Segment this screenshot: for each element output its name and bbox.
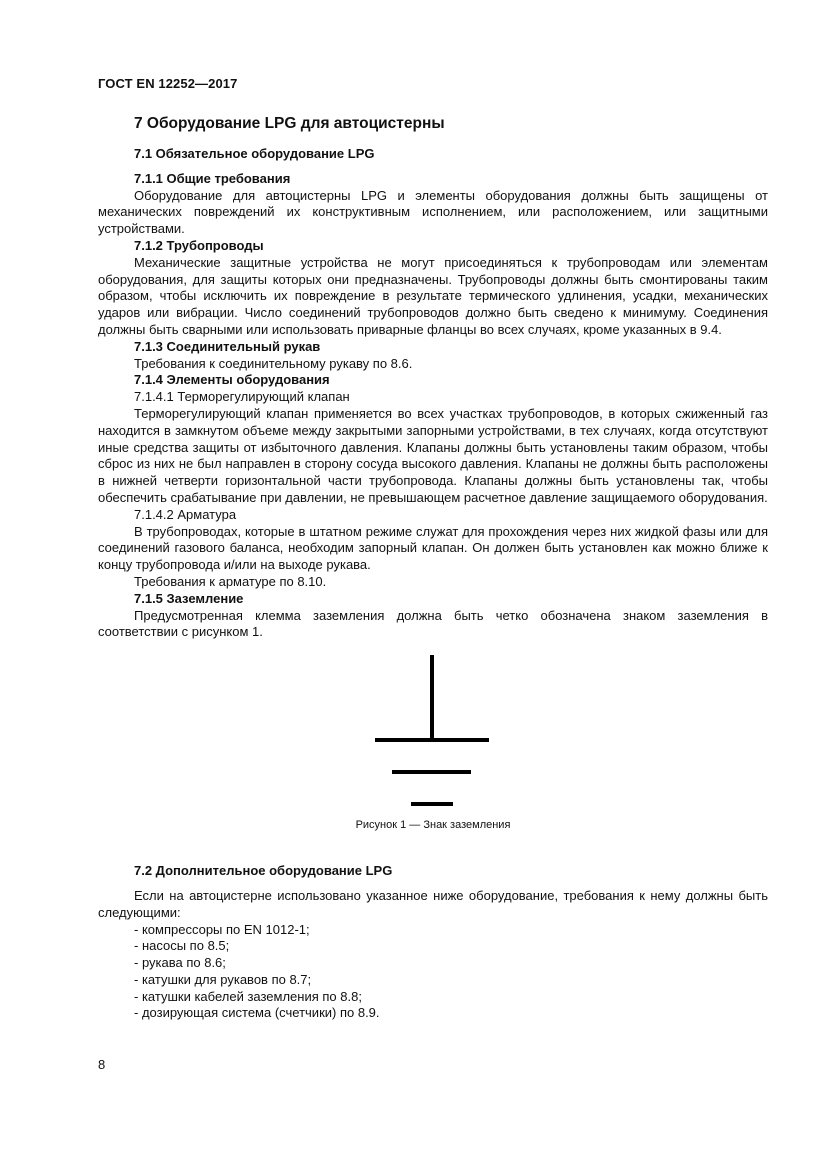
page-number: 8 [98,1057,106,1072]
list-item: - катушки кабелей заземления по 8.8; [134,988,362,1004]
section-7-1-3-title: 7.1.3 Соединительный рукав [134,338,321,354]
section-7-1-3-text: Требования к соединительному рукаву по 8.6. [134,355,413,371]
section-7-1-title: 7.1 Обязательное оборудование LPG [134,146,375,161]
figure-1-caption: Рисунок 1 — Знак заземления [355,819,511,832]
section-7-1-4-2-text: В трубопроводах, которые в штатном режиме служат для прохождения через них жидкой фазы или для соединений газового баланса, необходим запорный клапан. Он должен быть установлен как можно ближе к концу трубопровода и/или на выходе рукава. [98,523,768,573]
section-7-2-title: 7.2 Дополнительное оборудование LPG [134,863,393,879]
list-item: - компрессоры по EN 1012-1; [134,921,310,937]
document-header: ГОСТ EN 12252—2017 [98,76,238,91]
section-7-2-intro: Если на автоцистерне использовано указанное ниже оборудование, требования к нему должны быть следующими: [98,887,768,920]
equipment-list [98,922,768,1023]
list-item: - катушки для рукавов по 8.7; [134,971,312,987]
document-body [98,114,768,1022]
section-7-1-2-text: Механические защитные устройства не могут присоединяться к трубопроводам или элементам оборудования, для защиты которых они предназначены. Трубопроводы должны быть смонтированы таким образом, чтобы исключить их повреждение в результате термического удлинения, усадки, механических ударов или вибрации. Число соединений трубопроводов должно быть сведено к минимуму. Соединения должны быть сварными или использовать приварные фланцы во всех случаях, кроме указанных в 9.4. [98,254,768,337]
section-7-1-5-text: Предусмотренная клемма заземления должна быть четко обозначена знаком заземления в соответствии с рисунком 1. [98,607,768,640]
list-item: - дозирующая система (счетчики) по 8.9. [134,1005,380,1021]
section-7-1-4-1-text: Терморегулирующий клапан применяется во всех участках трубопроводов, в которых сжиженный газ находится в замкнутом объеме между закрытыми запорными устройствами, в тех случаях, когда отсутствуют иные средства защиты от избыточного давления. Клапаны должны быть установлены таким образом, чтобы сброс из них не был направлен в сторону сосуда высокого давления. Клапаны не должны быть расположены в нижней четверти горизонтальной части трубопровода. Клапаны должны быть установлены так, чтобы обеспечить срабатывание при давлении, не превышающем расчетное давление защищаемого оборудования. [98,405,768,505]
section-7-1-5-title: 7.1.5 Заземление [134,590,244,606]
section-7-title: 7 Оборудование LPG для автоцистерны [134,115,445,132]
section-7-1-1-title: 7.1.1 Общие требования [134,170,291,186]
section-7-1-4-1-title: 7.1.4.1 Терморегулирующий клапан [134,389,350,405]
list-item: - рукава по 8.6; [134,955,226,971]
ground-symbol-icon [98,647,768,817]
section-7-1-2-title: 7.1.2 Трубопроводы [134,237,264,253]
list-item: - насосы по 8.5; [134,938,230,954]
section-7-1-4-2-text2: Требования к арматуре по 8.10. [134,573,327,589]
section-7-1-1-text: Оборудование для автоцистерны LPG и элементы оборудования должны быть защищены от механических повреждений их конструктивным исполнением, или расположением, или защитными устройствами. [98,187,768,237]
section-7-1-4-title: 7.1.4 Элементы оборудования [134,372,330,388]
figure-1 [98,647,768,833]
section-7-1-4-2-title: 7.1.4.2 Арматура [134,506,237,522]
